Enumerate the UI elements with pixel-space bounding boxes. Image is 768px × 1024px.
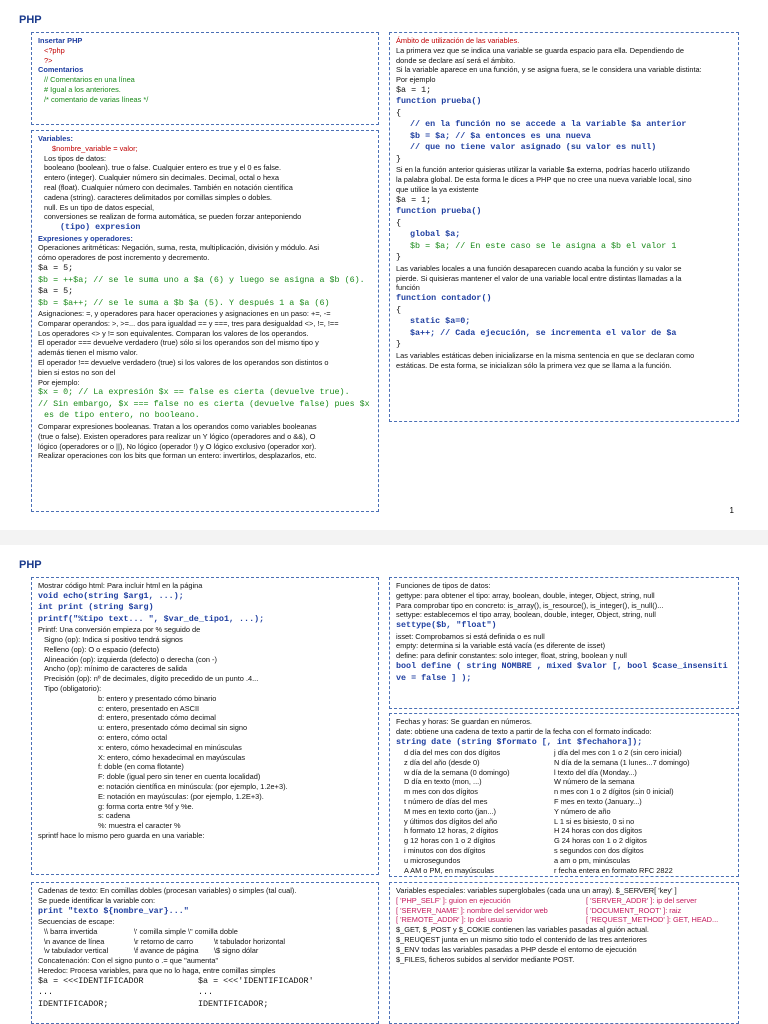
superglobal-key: [ 'SERVER_NAME' ]: nombre del servidor web: [396, 905, 548, 915]
text-line: settype: establecemos el tipo array, boolean, double, integer, Object, string, null: [396, 610, 656, 620]
code-line: void echo(string $arg1, ...);: [38, 590, 184, 601]
text-line: Relleno (op): O o espacio (defecto): [44, 644, 160, 654]
code-line: ve = false ] );: [396, 672, 472, 683]
text-line: El operador !== devuelve verdadero (true) si los valores de los operandos son distintos o: [38, 358, 329, 368]
text-line: gettype: para obtener el tipo: array, boolean, double, integer, Object, string, null: [396, 590, 655, 600]
superglobal-key: [ 'DOCUMENT_ROOT' ]: raiz: [586, 905, 682, 915]
code-line: $a = <<<IDENTIFICADOR: [38, 975, 144, 986]
text-line: $_REUQEST junta en un mismo sitio todo el contenido de las tres anteriores: [396, 934, 647, 944]
format-item: F mes en texto (January...): [554, 797, 642, 807]
text-line: Las variables locales a una función desaparecen cuando acaba la función y su valor se: [396, 263, 682, 273]
format-item: G 24 horas con 1 o 2 dígitos: [554, 836, 647, 846]
text-line: Se puede identificar la variable con:: [38, 895, 156, 905]
format-item: z día del año (desde 0): [404, 757, 480, 767]
text-line: date: obtiene una cadena de texto a partir de la fecha con el formato indicado:: [396, 726, 652, 736]
text-line: (true o false). Existen operadores para realizar un Y lógico (operadores and o &&), O: [38, 431, 316, 441]
format-item: M mes en texto corto (jan...): [404, 806, 497, 816]
superglobal-key: [ 'REQUEST_METHOD' ]: GET, HEAD...: [586, 915, 719, 925]
code-line: printf("%tipo text... ", $var_de_tipo1, ...);: [38, 613, 265, 624]
code-line: IDENTIFICADOR;: [198, 998, 269, 1009]
text-line: f: doble (en coma flotante): [98, 762, 184, 772]
text-line: sprintf hace lo mismo pero guarda en una variable:: [38, 831, 205, 841]
text-line: d: entero, presentado cómo decimal: [98, 713, 216, 723]
code-line: {: [396, 107, 402, 118]
text-line: pierde. Si quisieras mantener el valor de una variable local entre distintas llamadas a la: [396, 273, 682, 283]
text-line: o: entero, cómo octal: [98, 733, 168, 743]
code-line: // Sin embargo, $x === false no es cierta (devuelve false) pues $x: [38, 398, 370, 409]
code-line: <?php: [44, 45, 65, 55]
text-line: Funciones de tipos de datos:: [396, 581, 491, 590]
escape-item: \f avance de página: [134, 946, 199, 956]
scope-box: [389, 32, 739, 422]
text-line: lógico (operadores or o ||), No lógico (operador !) y O lógico exclusivo (operador xor).: [38, 441, 317, 451]
format-item: l texto del día (Monday...): [554, 767, 637, 777]
text-line: booleano (boolean). true o false. Cualquier entero es true y el 0 es false.: [44, 163, 282, 173]
format-item: Y número de año: [554, 806, 611, 816]
text-line: E: notación en mayúsculas: (por ejemplo, 1.2E+3).: [98, 791, 264, 801]
text-line: que utilice la ya existente: [396, 185, 479, 195]
date-format-left-column: [396, 748, 554, 875]
format-item: w día de la semana (0 domingo): [404, 767, 510, 777]
page-header: PHP: [19, 14, 42, 26]
code-line: $a = 5;: [38, 263, 74, 274]
section-title: Insertar PHP: [38, 36, 83, 45]
escape-item: \\ barra invertida: [44, 926, 98, 936]
text-line: entero (integer). Cualquier número sin decimales. Decimal, octal o hexa: [44, 173, 279, 183]
text-line: x: entero, cómo hexadecimal en minúsculas: [98, 742, 242, 752]
text-line: $_FILES, ficheros subidos al servidor mediante POST.: [396, 954, 575, 964]
format-item: a am o pm, minúsculas: [554, 855, 630, 865]
text-line: F: doble (igual pero sin tener en cuenta localidad): [98, 772, 261, 782]
text-line: real (float). Cualquier número con decimales. También en notación científica: [44, 182, 293, 192]
escape-item: \$ signo dólar: [214, 946, 259, 956]
format-item: h formato 12 horas, 2 dígitos: [404, 826, 499, 836]
insert-php-box: [31, 32, 379, 125]
text-line: Secuencias de escape:: [38, 917, 115, 927]
escape-item: \v tabulador vertical: [44, 946, 109, 956]
code-line: es de tipo entero, no booleano.: [44, 410, 200, 421]
escape-item: \' comilla simple \" comilla doble: [134, 926, 238, 936]
code-line: }: [396, 339, 402, 350]
superglobals-box: [389, 882, 739, 1024]
text-line: Los tipos de datos:: [44, 153, 107, 163]
code-line: string date (string $formato [, int $fechahora]);: [396, 736, 643, 747]
text-line: null. Es un tipo de datos especial,: [44, 202, 155, 212]
text-line: define: para definir constantes: solo integer, float, string, boolean y null: [396, 651, 627, 661]
format-item: A AM o PM, en mayúsculas: [404, 865, 494, 875]
text-line: Printf: Una conversión empieza por % seguido de: [38, 625, 201, 635]
text-line: donde se declare así será el ámbito.: [396, 55, 516, 65]
comment-line: // Comentarios en una línea: [44, 75, 135, 85]
code-line: function prueba(): [396, 206, 482, 217]
date-format-right-column: [554, 748, 690, 875]
variables-box: [31, 130, 379, 512]
format-item: s segundos con dos dígitos: [554, 846, 644, 856]
superglobal-key: [ 'PHP_SELF' ]: guion en ejecución: [396, 895, 511, 905]
section-title: Variables:: [38, 134, 73, 143]
types-box: [389, 577, 739, 709]
text-line: e: notación científica en minúscula: (por ejemplo, 1.2e+3).: [98, 782, 288, 792]
text-line: conversiones se realizan de forma automática, se pueden forzar anteponiendo: [44, 212, 302, 222]
text-line: la palabra global. De esta forma le dices a PHP que no cree una nueva variable local, sino: [396, 175, 692, 185]
escape-item: \r retorno de carro: [134, 936, 194, 946]
text-line: c: entero, presentado en ASCII: [98, 703, 200, 713]
text-line: g: forma corta entre %f y %e.: [98, 801, 194, 811]
text-line: Tipo (obligatorio):: [44, 684, 102, 694]
print-box: [31, 577, 379, 875]
section-title: Comentarios: [38, 65, 84, 75]
format-item: d día del mes con dos dígitos: [404, 748, 501, 758]
code-line: static $a=0;: [410, 316, 471, 327]
page-2: [0, 545, 768, 1024]
code-line: $a = <<<'IDENTIFICADOR': [198, 975, 314, 986]
format-item: g 12 horas con 1 o 2 dígitos: [404, 836, 496, 846]
strings-box: [31, 882, 379, 1024]
format-item: t número de días del mes: [404, 797, 488, 807]
code-line: ...: [38, 987, 54, 998]
page-header: PHP: [19, 559, 42, 571]
code-line: }: [396, 252, 402, 263]
text-line: b: entero y presentado cómo binario: [98, 693, 217, 703]
text-line: Los operadores <> y != son equivalentes. Comparan los valores de los operandos.: [38, 328, 309, 338]
text-line: [396, 875, 732, 877]
text-line: Precisión (op): nº de decimales, dígito precedido de un punto .4...: [44, 674, 259, 684]
format-item: N día de la semana (1 lunes...7 domingo): [554, 757, 690, 767]
text-line: Alineación (op): izquierda (defecto) o derecha (con -): [44, 654, 217, 664]
text-line: Cadenas de texto: En comillas dobles (procesan variables) o simples (tal cual).: [38, 886, 297, 895]
code-line: function prueba(): [396, 96, 482, 107]
text-line: Comparar expresiones booleanas. Tratan a los operandos como variables booleanas: [38, 421, 317, 431]
format-item: i minutos con dos dígitos: [404, 846, 486, 856]
text-line: cadena (string). caracteres delimitados por comillas simples o dobles.: [44, 192, 272, 202]
code-line: $x = 0; // La expresión $x == false es cierta (devuelve true).: [38, 387, 350, 398]
code-line: $a++; // Cada ejecución, se incrementa el valor de $a: [410, 327, 677, 338]
code-line: print "texto ${nombre_var}...": [38, 905, 189, 916]
text-line: función: [396, 283, 420, 293]
text-line: Asignaciones: =, y operadores para hacer operaciones y asignaciones en un paso: +=, -=: [38, 309, 331, 319]
text-line: $_ENV todas las variables pasadas a PHP desde el entorno de ejecución: [396, 944, 637, 954]
text-line: Concatenación: Con el signo punto o .= que "aumenta": [38, 956, 219, 966]
escape-item: \n avance de línea: [44, 936, 105, 946]
text-line: isset: Comprobamos si está definida o es null: [396, 631, 545, 641]
code-line: ...: [198, 987, 214, 998]
format-item: u microsegundos: [404, 855, 461, 865]
text-line: Por ejemplo:: [38, 377, 80, 387]
text-line: Ancho (op): mínimo de caracteres de salida: [44, 664, 187, 674]
text-line: %: muestra el caracter %: [98, 821, 181, 831]
text-line: además tienen el mismo valor.: [38, 348, 138, 358]
code-line: int print (string $arg): [38, 602, 154, 613]
section-title: Expresiones y operadores:: [38, 233, 133, 243]
code-line: {: [396, 217, 402, 228]
text-line: Por ejemplo: [396, 75, 436, 85]
code-line: ?>: [44, 55, 53, 65]
text-line: Si la variable aparece en una función, y se asigna fuera, se le considera una variable distinta:: [396, 65, 702, 75]
text-line: Para comprobar tipo en concreto: is_array(), is_resource(), is_integer(), is_null()...: [396, 600, 664, 610]
text-line: Heredoc: Procesa variables, para que no lo haga, entre comillas simples: [38, 966, 276, 976]
code-line: (tipo) expresion: [60, 222, 141, 233]
text-line: bien si estos no son del: [38, 367, 116, 377]
code-line: global $a;: [410, 229, 461, 240]
code-line: $b = $a++; // se le suma a $b $a (5). Y después 1 a $a (6): [38, 297, 330, 308]
superglobal-key: [ 'SERVER_ADDR' ]: ip del server: [586, 895, 697, 905]
text-line: El operador === devuelve verdadero (true) sólo si los operandos son del mismo tipo y: [38, 338, 319, 348]
text-line: empty: determina si la variable está vacía (es diferente de isset): [396, 641, 606, 651]
format-item: m mes con dos dígitos: [404, 787, 478, 797]
code-line: {: [396, 304, 402, 315]
format-item: j día del mes con 1 o 2 (sin cero inicial): [554, 748, 682, 758]
text-line: Fechas y horas: Se guardan en números.: [396, 717, 532, 726]
code-line: $b = $a; // En este caso se le asigna a $b el valor 1: [410, 240, 677, 251]
code-line: // que no tiene valor asignado (su valor es null): [410, 142, 657, 153]
code-line: }: [396, 153, 402, 164]
format-item: H 24 horas con dos dígitos: [554, 826, 642, 836]
text-line: La primera vez que se indica una variable se guarda espacio para ella. Dependiendo de: [396, 45, 685, 55]
text-line: estáticas. De esta forma, se inicializan sólo la primera vez que se llama a la función.: [396, 360, 672, 370]
comment-line: /* comentario de varias líneas */: [44, 94, 149, 104]
code-line: $b = ++$a; // se le suma uno a $a (6) y luego se asigna a $b (6).: [38, 274, 365, 285]
format-item: L 1 si es bisiesto, 0 si no: [554, 816, 635, 826]
code-line: // en la función no se accede a la variable $a anterior: [410, 119, 687, 130]
dates-box: [389, 713, 739, 877]
code-line: function contador(): [396, 293, 492, 304]
text-line: $_GET, $_POST y $_COKIE contienen las variables pasadas al guión actual.: [396, 925, 649, 935]
code-line: $a = 1;: [396, 194, 432, 205]
code-line: $a = 5;: [38, 286, 74, 297]
comment-line: # Igual a los anteriores.: [44, 84, 121, 94]
section-title: Ámbito de utilización de las variables.: [396, 36, 520, 45]
superglobal-key: [ 'REMOTE_ADDR' ]: Ip del usuario: [396, 915, 513, 925]
text-line: Las variables estáticas deben inicializarse en la misma sentencia en que se declaran como: [396, 350, 695, 360]
code-line: $b = $a; // $a entonces es una nueva: [410, 130, 591, 141]
code-line: $a = 1;: [396, 84, 432, 95]
page-number: 1: [729, 506, 734, 515]
text-line: Signo (op): Indica si positivo tendrá signos: [44, 635, 183, 645]
code-line: settype($b, "float"): [396, 620, 497, 631]
text-line: Operaciones aritméticas: Negación, suma, resta, multiplicación, división y módulo. Asi: [38, 243, 319, 253]
format-item: W número de la semana: [554, 777, 635, 787]
text-line: Realizar operaciones con los bits que forman un entero: invertirlos, desplazarlos, etc.: [38, 451, 317, 461]
format-item: y últimos dos dígitos del año: [404, 816, 498, 826]
text-line: Comparar operandos: >, >=... dos para igualdad == y ===, tres para desigualdad <>, !=, !==: [38, 318, 339, 328]
format-item: D día en texto (mon, ...): [404, 777, 482, 787]
text-line: u: entero, presentado cómo decimal sin signo: [98, 723, 248, 733]
text-line: Si en la función anterior quisieras utilizar la variable $a externa, podrías hacerlo utilizando: [396, 165, 690, 175]
code-line: $nombre_variable = valor;: [52, 143, 138, 153]
format-item: r fecha entera en formato RFC 2822: [554, 865, 673, 875]
escape-item: \t tabulador horizontal: [214, 936, 286, 946]
text-line: Mostrar código html: Para incluir html en la página: [38, 581, 203, 590]
code-line: bool define ( string NOMBRE , mixed $valor [, bool $case_insensiti: [396, 661, 728, 672]
text-line: Variables especiales: variables superglobales (cada una un array). $_SERVER[ 'key' ]: [396, 886, 677, 895]
text-line: X: entero, cómo hexadecimal en mayúsculas: [98, 752, 246, 762]
code-line: IDENTIFICADOR;: [38, 998, 109, 1009]
text-line: s: cadena: [98, 811, 131, 821]
format-item: n mes con 1 o 2 dígitos (sin 0 inicial): [554, 787, 674, 797]
text-line: cómo operadores de post incremento y decremento.: [38, 253, 210, 263]
